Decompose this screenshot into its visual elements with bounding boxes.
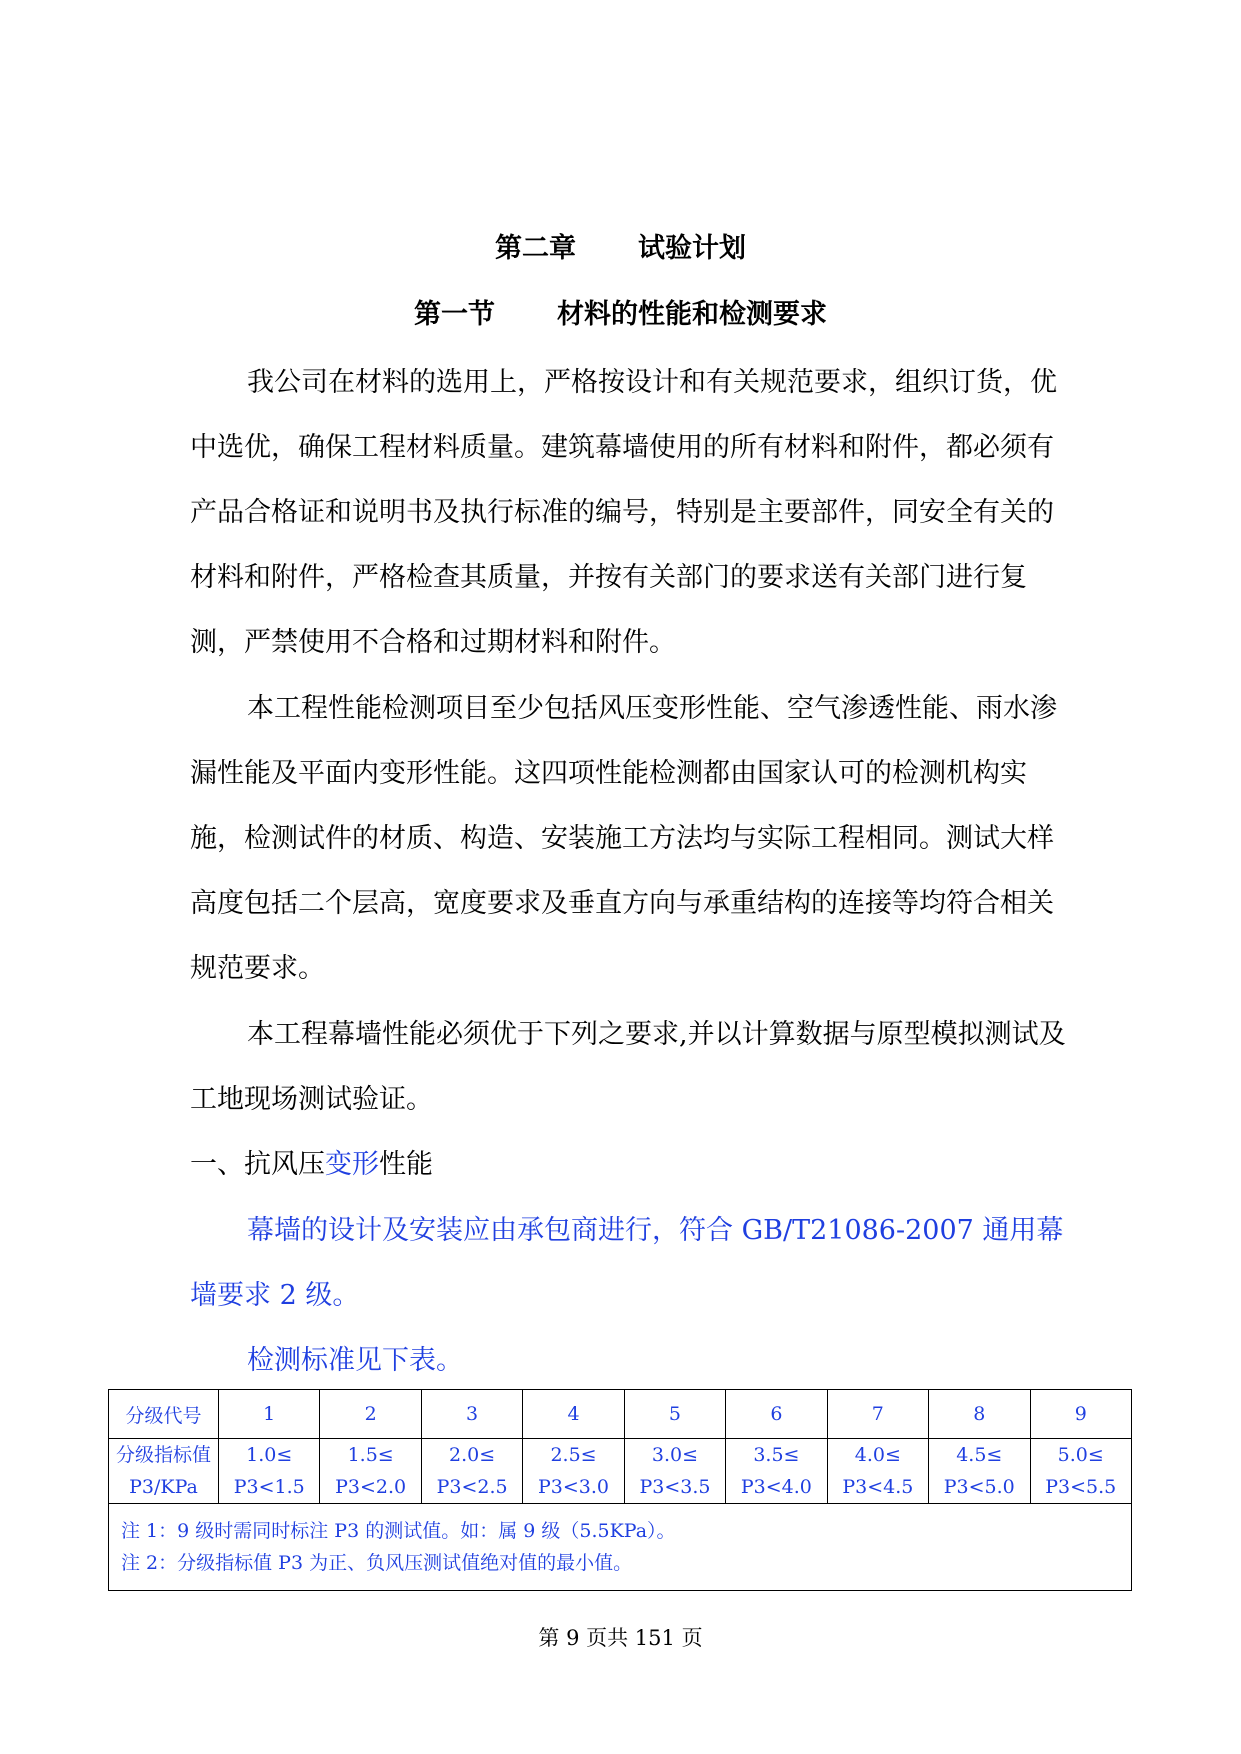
range-high: P3<4.0 <box>740 1476 812 1498</box>
heading-wind-pressure <box>190 1132 433 1197</box>
grade-range <box>320 1439 421 1504</box>
range-low: 3.0≤ <box>651 1444 699 1466</box>
range-low: 4.0≤ <box>854 1444 901 1466</box>
page-footer: 第 9 页共 151 页 <box>538 1626 703 1650</box>
range-high: P3<3.0 <box>538 1476 610 1498</box>
row-header-index: 分级指标值 P3/KPa <box>109 1439 219 1504</box>
grade-range <box>523 1439 624 1504</box>
table-row <box>109 1390 1132 1439</box>
table-notes <box>109 1504 1132 1591</box>
grade-code: 6 <box>726 1390 827 1439</box>
range-high: P3<2.5 <box>436 1476 508 1498</box>
range-high: P3<2.0 <box>335 1476 407 1498</box>
grade-range <box>827 1439 928 1504</box>
range-low: 4.5≤ <box>956 1444 1003 1466</box>
grade-code: 5 <box>624 1390 725 1439</box>
grade-code: 9 <box>1030 1390 1132 1439</box>
chapter-name: 试验计划 <box>638 233 746 264</box>
range-high: P3<3.5 <box>639 1476 711 1498</box>
range-high: P3<1.5 <box>233 1476 305 1498</box>
section-number: 第一节 <box>414 299 495 330</box>
range-high: P3<5.0 <box>943 1476 1015 1498</box>
grade-code: 1 <box>219 1390 320 1439</box>
note-1: 注 1：9 级时需同时标注 P3 的测试值。如：属 9 级（5.5KPa）。 <box>121 1520 676 1542</box>
range-low: 1.5≤ <box>347 1444 394 1466</box>
grade-range <box>726 1439 827 1504</box>
table-intro: 检测标准见下表。 <box>247 1345 463 1376</box>
grade-code: 2 <box>320 1390 421 1439</box>
heading-highlight: 变形 <box>325 1149 379 1180</box>
row-header-code: 分级代号 <box>109 1390 219 1439</box>
grade-range <box>421 1439 522 1504</box>
chapter-title <box>0 226 1241 265</box>
grade-range <box>219 1439 320 1504</box>
range-low: 2.0≤ <box>449 1444 496 1466</box>
grade-code: 4 <box>523 1390 624 1439</box>
grade-code: 3 <box>421 1390 522 1439</box>
range-low: 1.0≤ <box>246 1444 293 1466</box>
chapter-number: 第二章 <box>495 233 576 264</box>
grade-range <box>1030 1439 1132 1504</box>
heading-suffix: 性能 <box>379 1149 433 1180</box>
grade-table <box>108 1389 1132 1591</box>
range-low: 5.0≤ <box>1057 1444 1104 1466</box>
table-row <box>109 1504 1132 1591</box>
section-name: 材料的性能和检测要求 <box>557 299 827 330</box>
range-low: 2.5≤ <box>550 1444 597 1466</box>
grade-code: 7 <box>827 1390 928 1439</box>
paragraph-materials: 我公司在材料的选用上，严格按设计和有关规范要求，组织订货，优中选优，确保工程材料质量。建筑幕墙使用的所有材料和附件，都必须有产品合格证和说明书及执行标准的编号，特别是主要部件，同安全有关的材料和附件，严格检查其质量，并按有关部门的要求送有关部门进行复测，严禁使用不合格和过期材料和附件。 <box>190 367 1057 658</box>
range-high: P3<4.5 <box>842 1476 914 1498</box>
range-low: 3.5≤ <box>753 1444 800 1466</box>
grade-code: 8 <box>929 1390 1030 1439</box>
paragraph-requirement: 幕墙的设计及安装应由承包商进行，符合 GB/T21086-2007 通用幕墙要求 2 级。 <box>190 1215 1064 1311</box>
grade-range <box>624 1439 725 1504</box>
grade-range <box>929 1439 1030 1504</box>
paragraph-testing-items: 本工程性能检测项目至少包括风压变形性能、空气渗透性能、雨水渗漏性能及平面内变形性能。这四项性能检测都由国家认可的检测机构实施，检测试件的材质、构造、安装施工方法均与实际工程相同。测试大样高度包括二个层高，宽度要求及垂直方向与承重结构的连接等均符合相关规范要求。 <box>190 693 1057 984</box>
section-title <box>0 292 1241 331</box>
range-high: P3<5.5 <box>1045 1476 1117 1498</box>
table-row <box>109 1439 1132 1504</box>
note-2: 注 2：分级指标值 P3 为正、负风压测试值绝对值的最小值。 <box>121 1552 633 1574</box>
paragraph-performance: 本工程幕墙性能必须优于下列之要求,并以计算数据与原型模拟测试及工地现场测试验证。 <box>190 1019 1066 1115</box>
heading-prefix: 一、抗风压 <box>190 1149 325 1180</box>
